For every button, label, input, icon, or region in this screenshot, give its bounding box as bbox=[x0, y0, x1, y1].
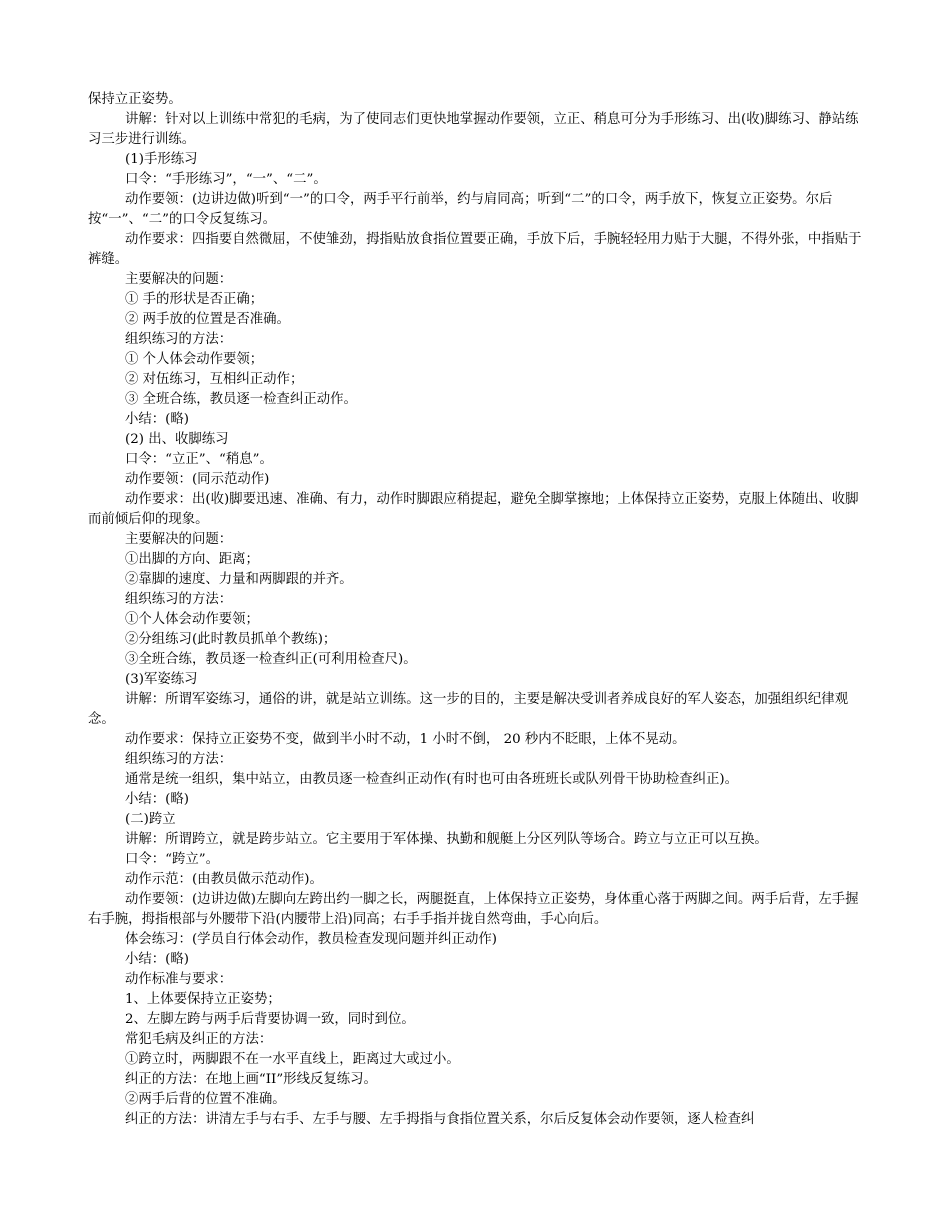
paragraph: 小结：(略) bbox=[125, 952, 190, 967]
paragraph: 体会练习：(学员自行体会动作，教员检查发现问题并纠正动作) bbox=[125, 932, 497, 947]
paragraph: 口令：“跨立”。 bbox=[125, 852, 220, 867]
paragraph: 纠正的方法：在地上画“II”形线反复练习。 bbox=[125, 1072, 377, 1087]
paragraph: 口令：“立正”、“稍息”。 bbox=[125, 452, 273, 467]
paragraph: ③ 全班合练，教员逐一检查纠正动作。 bbox=[125, 392, 357, 407]
paragraph: 动作要求：保持立正姿势不变，做到半小时不动，1 小时不倒， 20 秒内不眨眼，上体不晃动。 bbox=[125, 732, 686, 747]
paragraph: ① 手的形状是否正确； bbox=[125, 292, 264, 307]
paragraph: ①个人体会动作要领； bbox=[125, 612, 259, 627]
paragraph: (2) 出、收脚练习 bbox=[125, 432, 229, 447]
paragraph: ② 两手放的位置是否准确。 bbox=[125, 312, 290, 327]
paragraph: 动作要领：(同示范动作) bbox=[125, 472, 270, 487]
paragraph: (3)军姿练习 bbox=[125, 672, 198, 687]
paragraph: ②靠脚的速度、力量和两脚跟的并齐。 bbox=[125, 572, 353, 587]
paragraph: ②分组练习(此时教员抓单个教练)； bbox=[125, 632, 337, 647]
paragraph: 2、左脚左跨与两手后背要协调一致，同时到位。 bbox=[125, 1012, 415, 1027]
paragraph: ①跨立时，两脚跟不在一水平直线上，距离过大或过小。 bbox=[125, 1052, 460, 1067]
paragraph: ① 个人体会动作要领； bbox=[125, 352, 264, 367]
paragraph: 讲解：所谓军姿练习，通俗的讲，就是站立训练。这一步的目的，主要是解决受训者养成良好的军人姿态，加强组织纪律观念。 bbox=[88, 692, 849, 727]
paragraph: 小结：(略) bbox=[125, 792, 190, 807]
paragraph: (二)跨立 bbox=[125, 812, 176, 827]
paragraph: ③全班合练，教员逐一检查纠正(可利用检查尺)。 bbox=[125, 652, 417, 667]
paragraph: 口令：“手形练习”，“一”、“二”。 bbox=[125, 172, 327, 187]
paragraph: 纠正的方法：讲清左手与右手、左手与腰、左手拇指与食指位置关系，尔后反复体会动作要领，逐人检查纠 bbox=[125, 1112, 755, 1127]
paragraph: (1)手形练习 bbox=[125, 152, 198, 167]
paragraph: 讲解：所谓跨立，就是跨步站立。它主要用于军体操、执勤和舰艇上分区列队等场合。跨立与立正可以互换。 bbox=[125, 832, 768, 847]
paragraph: 主要解决的问题： bbox=[125, 532, 233, 547]
paragraph: ②两手后背的位置不准确。 bbox=[125, 1092, 286, 1107]
paragraph: 组织练习的方法： bbox=[125, 592, 233, 607]
paragraph: 常犯毛病及纠正的方法： bbox=[125, 1032, 273, 1047]
paragraph: 讲解：针对以上训练中常犯的毛病，为了使同志们更快地掌握动作要领，立正、稍息可分为手形练习、出(收)脚练习、静站练习三步进行训练。 bbox=[88, 112, 859, 147]
paragraph: 动作标准与要求： bbox=[125, 972, 233, 987]
paragraph: 通常是统一组织，集中站立，由教员逐一检查纠正动作(有时也可由各班班长或队列骨干协助检查纠正)。 bbox=[125, 772, 739, 787]
paragraph: 动作要求：出(收)脚要迅速、准确、有力，动作时脚跟应稍提起，避免全脚掌擦地；上体保持立正姿势，克服上体随出、收脚而前倾后仰的现象。 bbox=[88, 492, 859, 527]
paragraph: 动作要求：四指要自然微屈，不使雏劲，拇指贴放食指位置要正确，手放下后，手腕轻轻用力贴于大腿，不得外张，中指贴于裤缝。 bbox=[88, 232, 862, 267]
paragraph: 动作示范：(由教员做示范动作)。 bbox=[125, 872, 323, 887]
paragraph: 动作要领：(边讲边做)听到“一”的口令，两手平行前举，约与肩同高；听到“二”的口令，两手放下，恢复立正姿势。尔后按“一”、“二”的口令反复练习。 bbox=[88, 192, 833, 227]
paragraph: ② 对伍练习，互相纠正动作； bbox=[125, 372, 304, 387]
paragraph: 组织练习的方法： bbox=[125, 752, 233, 767]
paragraph: 主要解决的问题： bbox=[125, 272, 233, 287]
paragraph: 小结：(略) bbox=[125, 412, 190, 427]
paragraph: 动作要领：(边讲边做)左脚向左跨出约一脚之长，两腿挺直，上体保持立正姿势，身体重心落于两脚之间。两手后背，左手握右手腕，拇指根部与外腰带下沿(内腰带上沿)同高；右手手指并拢自然弯曲，手心向后。 bbox=[88, 892, 859, 927]
paragraph: 1、上体要保持立正姿势； bbox=[125, 992, 281, 1007]
paragraph: 组织练习的方法： bbox=[125, 332, 233, 347]
paragraph: ①出脚的方向、距离； bbox=[125, 552, 259, 567]
document-body bbox=[88, 90, 863, 1130]
paragraph: 保持立正姿势。 bbox=[88, 92, 182, 107]
